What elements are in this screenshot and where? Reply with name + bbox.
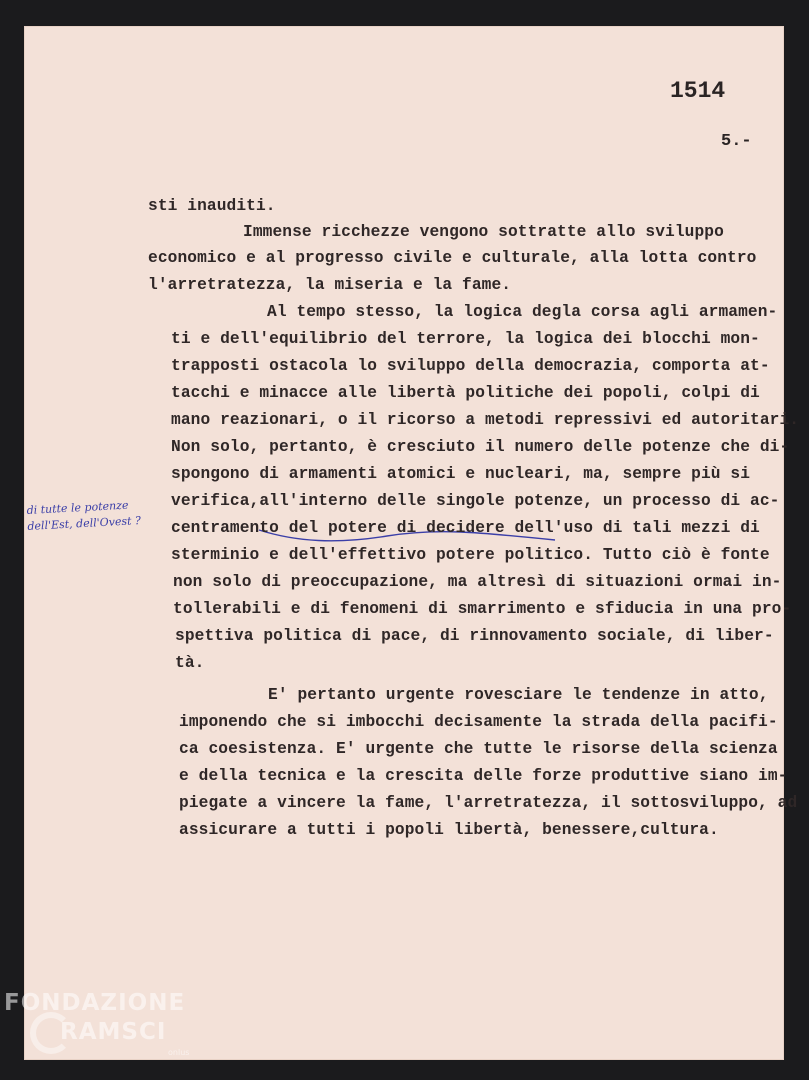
text-line: spongono di armamenti atomici e nucleari, ma, sempre più si <box>171 465 751 483</box>
margin-note-line: dell'Est, dell'Ovest ? <box>27 514 142 533</box>
handwritten-margin-note <box>26 497 141 535</box>
text-line: economico e al progresso civile e culturale, alla lotta contro <box>148 249 757 267</box>
watermark-line: FONDAZIONE <box>4 990 186 1016</box>
text-line: trapposti ostacola lo sviluppo della democrazia, comporta at- <box>171 357 770 375</box>
text-line: sterminio e dell'effettivo potere politico. Tutto ciò è fonte <box>171 546 770 564</box>
text-line: imponendo che si imbocchi decisamente la strada della pacifi- <box>179 713 778 731</box>
watermark-line: RAMSCI <box>60 1019 167 1045</box>
text-line: Al tempo stesso, la logica degla corsa agli armamen- <box>267 303 778 321</box>
text-line: tà. <box>175 654 205 672</box>
page-index: 5.- <box>721 132 752 151</box>
text-line: verifica,all'interno delle singole potenze, un processo di ac- <box>171 492 780 510</box>
text-line: mano reazionari, o il ricorso a metodi repressivi ed autoritari. <box>171 411 800 429</box>
text-line: e della tecnica e la crescita delle forze produttive siano im- <box>179 767 788 785</box>
margin-note-line: di tutte le potenze <box>26 498 129 517</box>
text-line: piegate a vincere la fame, l'arretratezza, il sottosviluppo, ad <box>179 794 798 812</box>
text-line: E' pertanto urgente rovesciare le tendenze in atto, <box>268 686 769 704</box>
text-line: spettiva politica di pace, di rinnovamento sociale, di liber- <box>175 627 774 645</box>
text-line: ca coesistenza. E' urgente che tutte le risorse della scienza <box>179 740 778 758</box>
text-line: centramento del potere di decidere dell'uso di tali mezzi di <box>171 519 760 537</box>
text-line: ti e dell'equilibrio del terrore, la logica dei blocchi mon- <box>171 330 760 348</box>
fondazione-gramsci-watermark <box>4 990 190 1057</box>
text-line: non solo di preoccupazione, ma altresì di situazioni ormai in- <box>173 573 782 591</box>
text-line: Non solo, pertanto, è cresciuto il numero delle potenze che di- <box>171 438 790 456</box>
watermark-onlus: onlus <box>168 1048 190 1057</box>
page-number: 1514 <box>670 78 726 104</box>
text-line: tollerabili e di fenomeni di smarrimento e sfiducia in una pro- <box>173 600 792 618</box>
text-line: Immense ricchezze vengono sottratte allo sviluppo <box>243 223 724 241</box>
document-page <box>24 26 784 1060</box>
text-line: assicurare a tutti i popoli libertà, benessere,cultura. <box>179 821 719 839</box>
text-line: tacchi e minacce alle libertà politiche dei popoli, colpi di <box>171 384 760 402</box>
text-line: l'arretratezza, la miseria e la fame. <box>148 276 512 294</box>
text-line: sti inauditi. <box>148 197 276 215</box>
